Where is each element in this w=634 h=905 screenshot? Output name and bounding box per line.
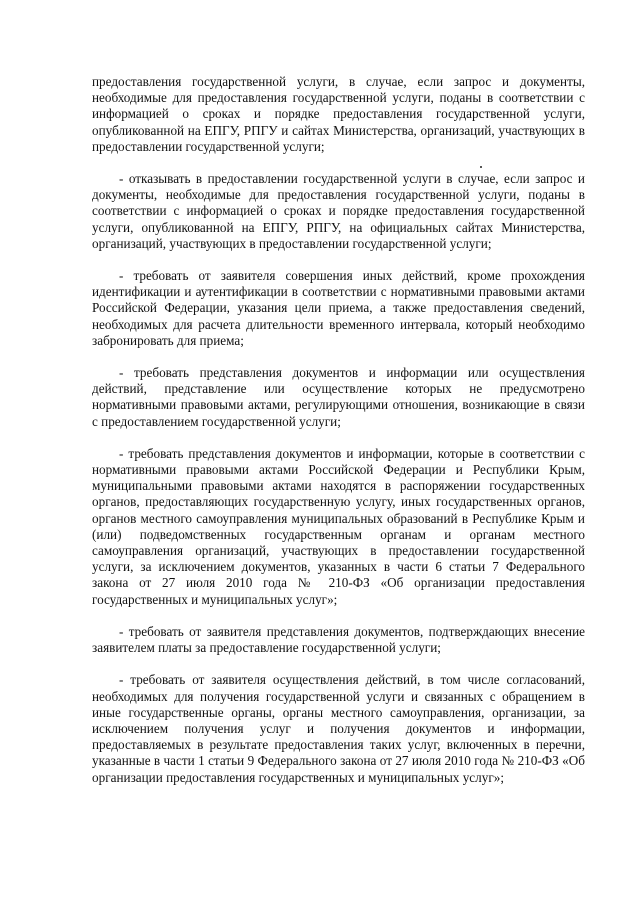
document-body xyxy=(92,74,585,802)
paragraph-item-refuse-service: - отказывать в предоставлении государственной услуги в случае, если запрос и документы, необходимые для предоставления государственной услуги, поданы в соответствии с информацией о сроках и порядке предоставления государственной услуги, опубликованной на ЕПГУ, РПГУ, на официальных сайтах Министерства, организаций, участвующих в предоставлении государственной услуги; xyxy=(92,171,585,251)
paragraph-item-other-actions: - требовать от заявителя совершения иных действий, кроме прохождения идентификации и аутентификации в соответствии с нормативными правовыми актами Российской Федерации, указания цели приема, а также предоставления сведений, необходимых для расчета длительности временного интервала, который необходимо забронировать для приема; xyxy=(92,268,585,348)
paragraph-item-unregulated-documents: - требовать представления документов и информации или осуществления действий, представление или осуществление которых не предусмотрено нормативными правовыми актами, регулирующими отношения, возникающие в связи с предоставлением государственной услуги; xyxy=(92,365,585,429)
paragraph-item-documents-held-by-agencies: - требовать представления документов и информации, которые в соответствии с нормативными правовыми актами Российской Федерации и Республики Крым, муниципальными правовыми актами находятся в распоряжении государственных органов, предоставляющих государственную услугу, иных государственных органов, органов местного самоуправления муниципальных образований в Республике Крым и (или) подведомственных государственным органам и органам местного самоуправления организаций, участвующих в предоставлении государственной услуги, за исключением документов, указанных в части 6 статьи 7 Федерального закона от 27 июля 2010 года № 210-ФЗ «Об организации предоставления государственных и муниципальных услуг»; xyxy=(92,445,585,607)
paragraph-continuation: предоставления государственной услуги, в случае, если запрос и документы, необходимые для предоставления государственной услуги, поданы в соответствии с информацией о сроках и порядке предоставления государственной услуги, опубликованной на ЕПГУ, РПГУ и сайтах Министерства, организаций, участвующих в предоставлении государственной услуги; xyxy=(92,74,585,154)
paragraph-item-approvals: - требовать от заявителя осуществления действий, в том числе согласований, необходимых для получения государственной услуги и связанных с обращением в иные государственные органы, органы местного самоуправления, организации, за исключением получения услуг и получения документов и информации, предоставляемых в результате предоставления таких услуг, включенных в перечни, указанные в части 1 статьи 9 Федерального закона от 27 июля 2010 года № 210-ФЗ «Об организации предоставления государственных и муниципальных услуг»; xyxy=(92,672,585,785)
paragraph-item-payment-proof: - требовать от заявителя представления документов, подтверждающих внесение заявителем платы за предоставление государственной услуги; xyxy=(92,623,585,656)
scan-speck xyxy=(480,166,482,168)
